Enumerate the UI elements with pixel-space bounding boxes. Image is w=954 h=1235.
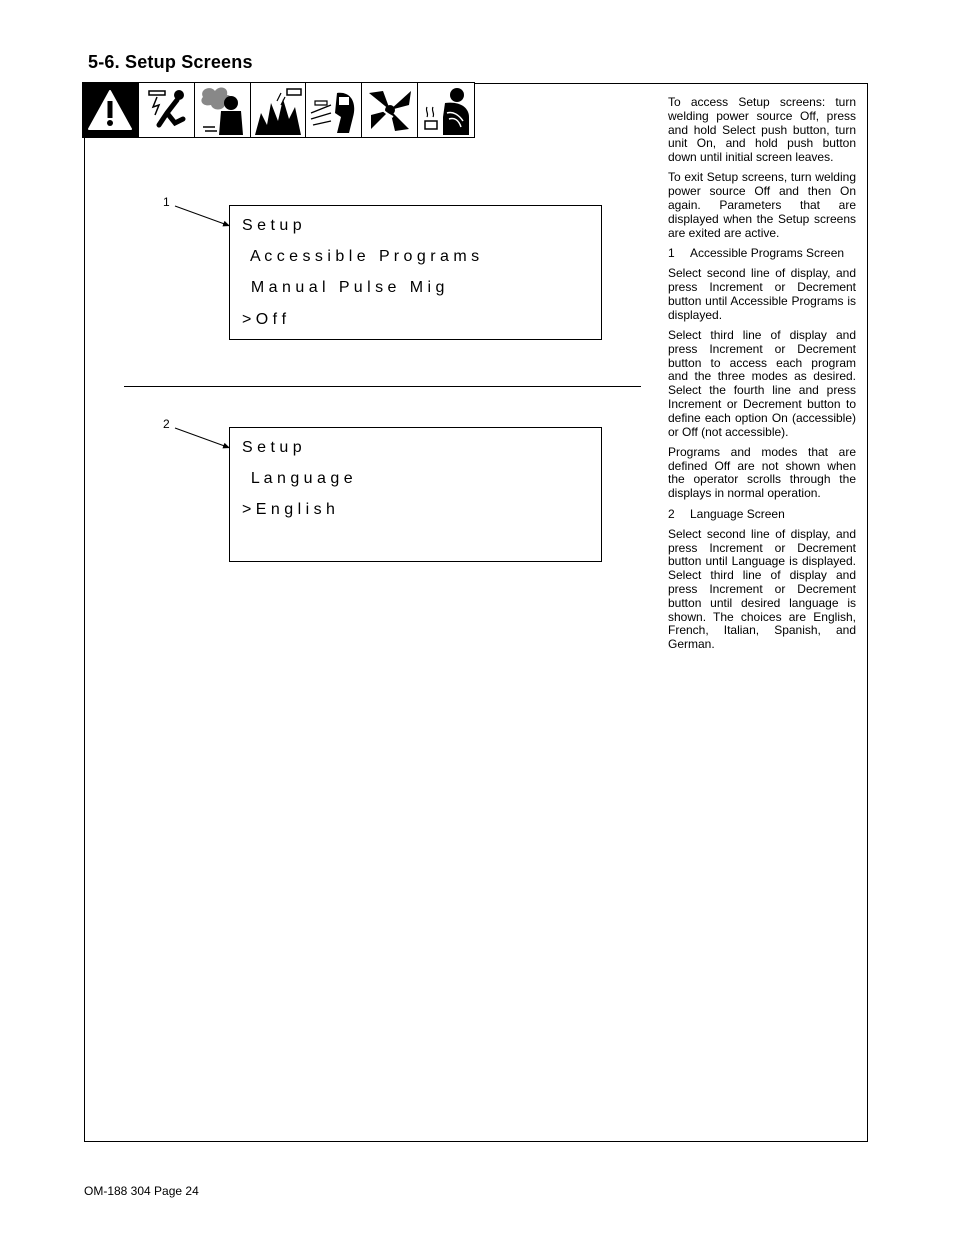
paragraph-exit: To exit Setup screens, turn welding power source Off and then On again. Parameters that are displayed when the Setup screens are exited are active. — [668, 170, 856, 240]
callout-leader-2 — [175, 428, 230, 448]
paragraph-programs-off: Programs and modes that are defined Off are not shown when the operator scrolls through the displays in normal operation. — [668, 444, 856, 501]
paragraph-select-third: Select third line of display and press Increment or Decrement button to access each program and the three modes as desired. Select the fourth line and press Increment or Decrement button to define each option On (accessible) or Off (not accessible). — [668, 327, 856, 439]
callout-number-1: 1 — [163, 195, 170, 209]
item-number: 2 — [668, 506, 675, 521]
lcd-line: A c c e s s i b l e P r o g r a m s — [242, 248, 480, 265]
callout-leader-1 — [175, 206, 230, 226]
paragraph-language: Select second line of display, and press Increment or Decrement button until Language is displayed. Select third line of display and press Increment or Decrement button until desired language is shown. The choices are English, French, Italian, Spanish, and German. — [668, 526, 856, 652]
section-divider — [124, 386, 641, 387]
paragraph-select-second: Select second line of display, and press Increment or Decrement button until Accessible Programs is displayed. — [668, 266, 856, 322]
paragraph-access: To access Setup screens: turn welding power source Off, press and hold Select push button, turn unit On, and hold push button down until initial screen leaves. — [668, 95, 856, 165]
lcd-line: M a n u a l P u l s e M i g — [242, 279, 445, 296]
lcd-line: L a n g u a g e — [242, 470, 353, 487]
lcd-line: > E n g l i s h — [242, 501, 335, 518]
lcd-screen-language — [229, 427, 602, 562]
lcd-line: > O f f — [242, 311, 287, 328]
lcd-line: S e t u p — [242, 439, 302, 456]
instructions-column — [668, 96, 856, 658]
item-label: Language Screen — [690, 506, 785, 521]
item-heading-1 — [668, 247, 856, 261]
item-number: 1 — [668, 245, 675, 260]
callout-number-2: 2 — [163, 417, 170, 431]
page-footer: OM-188 304 Page 24 — [84, 1184, 199, 1198]
item-heading-2 — [668, 508, 856, 522]
section-title: 5-6. Setup Screens — [88, 52, 253, 72]
lcd-line: S e t u p — [242, 217, 302, 234]
item-label: Accessible Programs Screen — [690, 245, 845, 260]
lcd-screen-accessible-programs — [229, 205, 602, 340]
